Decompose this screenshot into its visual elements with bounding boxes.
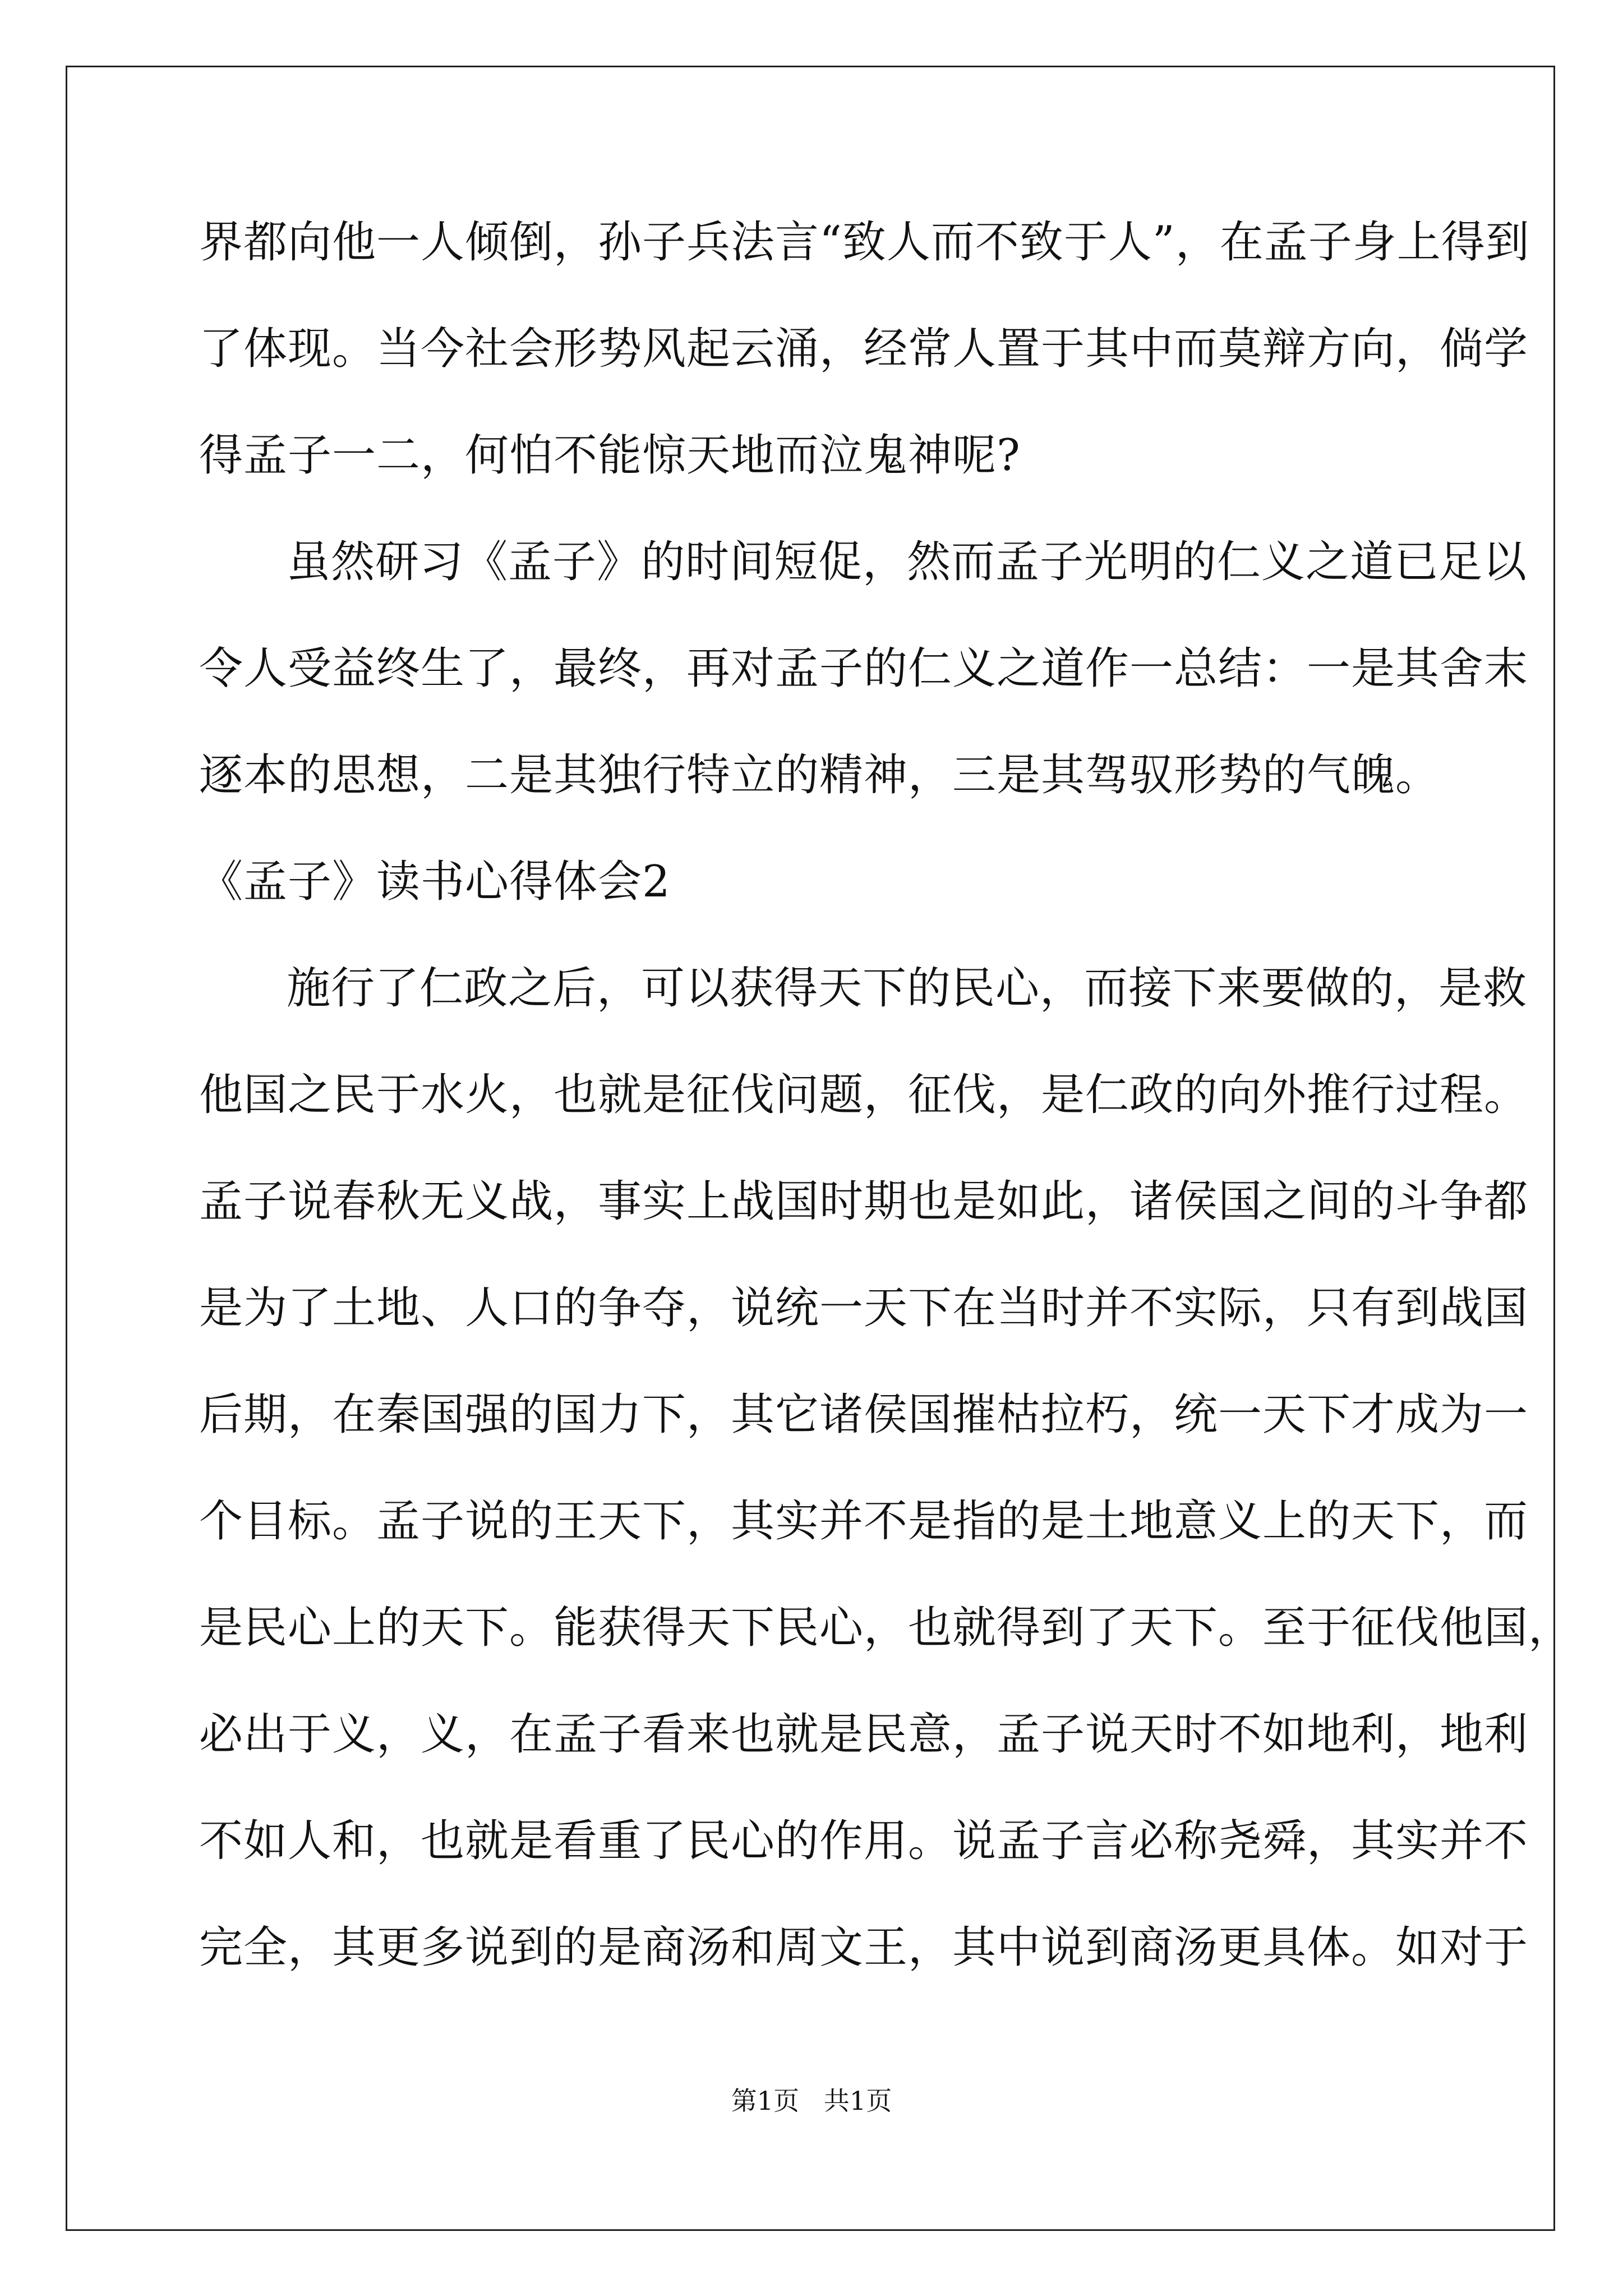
text-line: 是为了土地、人口的争夺，说统一天下在当时并不实际，只有到战国 <box>199 1283 1529 1333</box>
text-line: 不如人和，也就是看重了民心的作用。说孟子言必称尧舜，其实并不 <box>199 1816 1529 1866</box>
text-line: 了体现。当今社会形势风起云涌，经常人置于其中而莫辩方向，倘学 <box>199 324 1529 374</box>
text-line: 虽然研习《孟子》的时间短促，然而孟子光明的仁义之道已足以 <box>287 537 1528 587</box>
text-line: 孟子说春秋无义战，事实上战国时期也是如此，诸侯国之间的斗争都 <box>199 1176 1529 1227</box>
text-line: 必出于义，义，在孟子看来也就是民意，孟子说天时不如地利，地利 <box>199 1709 1529 1760</box>
text-line: 个目标。孟子说的王天下，其实并不是指的是土地意义上的天下，而 <box>199 1496 1529 1547</box>
text-line: 令人受益终生了，最终，再对孟子的仁义之道作一总结：一是其舍末 <box>199 643 1529 694</box>
section-heading: 《孟子》读书心得体会2 <box>199 857 671 907</box>
page-number-footer: 第1页 共1页 <box>731 2086 892 2116</box>
text-line: 得孟子一二，何怕不能惊天地而泣鬼神呢? <box>199 430 1021 481</box>
text-line: 逐本的思想，二是其独行特立的精神，三是其驾驭形势的气魄。 <box>199 750 1440 800</box>
text-line: 完全，其更多说到的是商汤和周文王，其中说到商汤更具体。如对于 <box>199 1922 1529 1973</box>
document-body <box>199 216 1573 2028</box>
text-line: 是民心上的天下。能获得天下民心，也就得到了天下。至于征伐他国， <box>199 1603 1573 1653</box>
text-line: 界都向他一人倾倒，孙子兵法言“致人而不致于人”，在孟子身上得到 <box>199 217 1530 268</box>
text-line: 他国之民于水火，也就是征伐问题，征伐，是仁政的向外推行过程。 <box>199 1070 1529 1120</box>
text-line: 后期，在秦国强的国力下，其它诸侯国摧枯拉朽，统一天下才成为一 <box>199 1389 1529 1440</box>
text-line: 施行了仁政之后，可以获得天下的民心，而接下来要做的，是救 <box>287 963 1528 1014</box>
